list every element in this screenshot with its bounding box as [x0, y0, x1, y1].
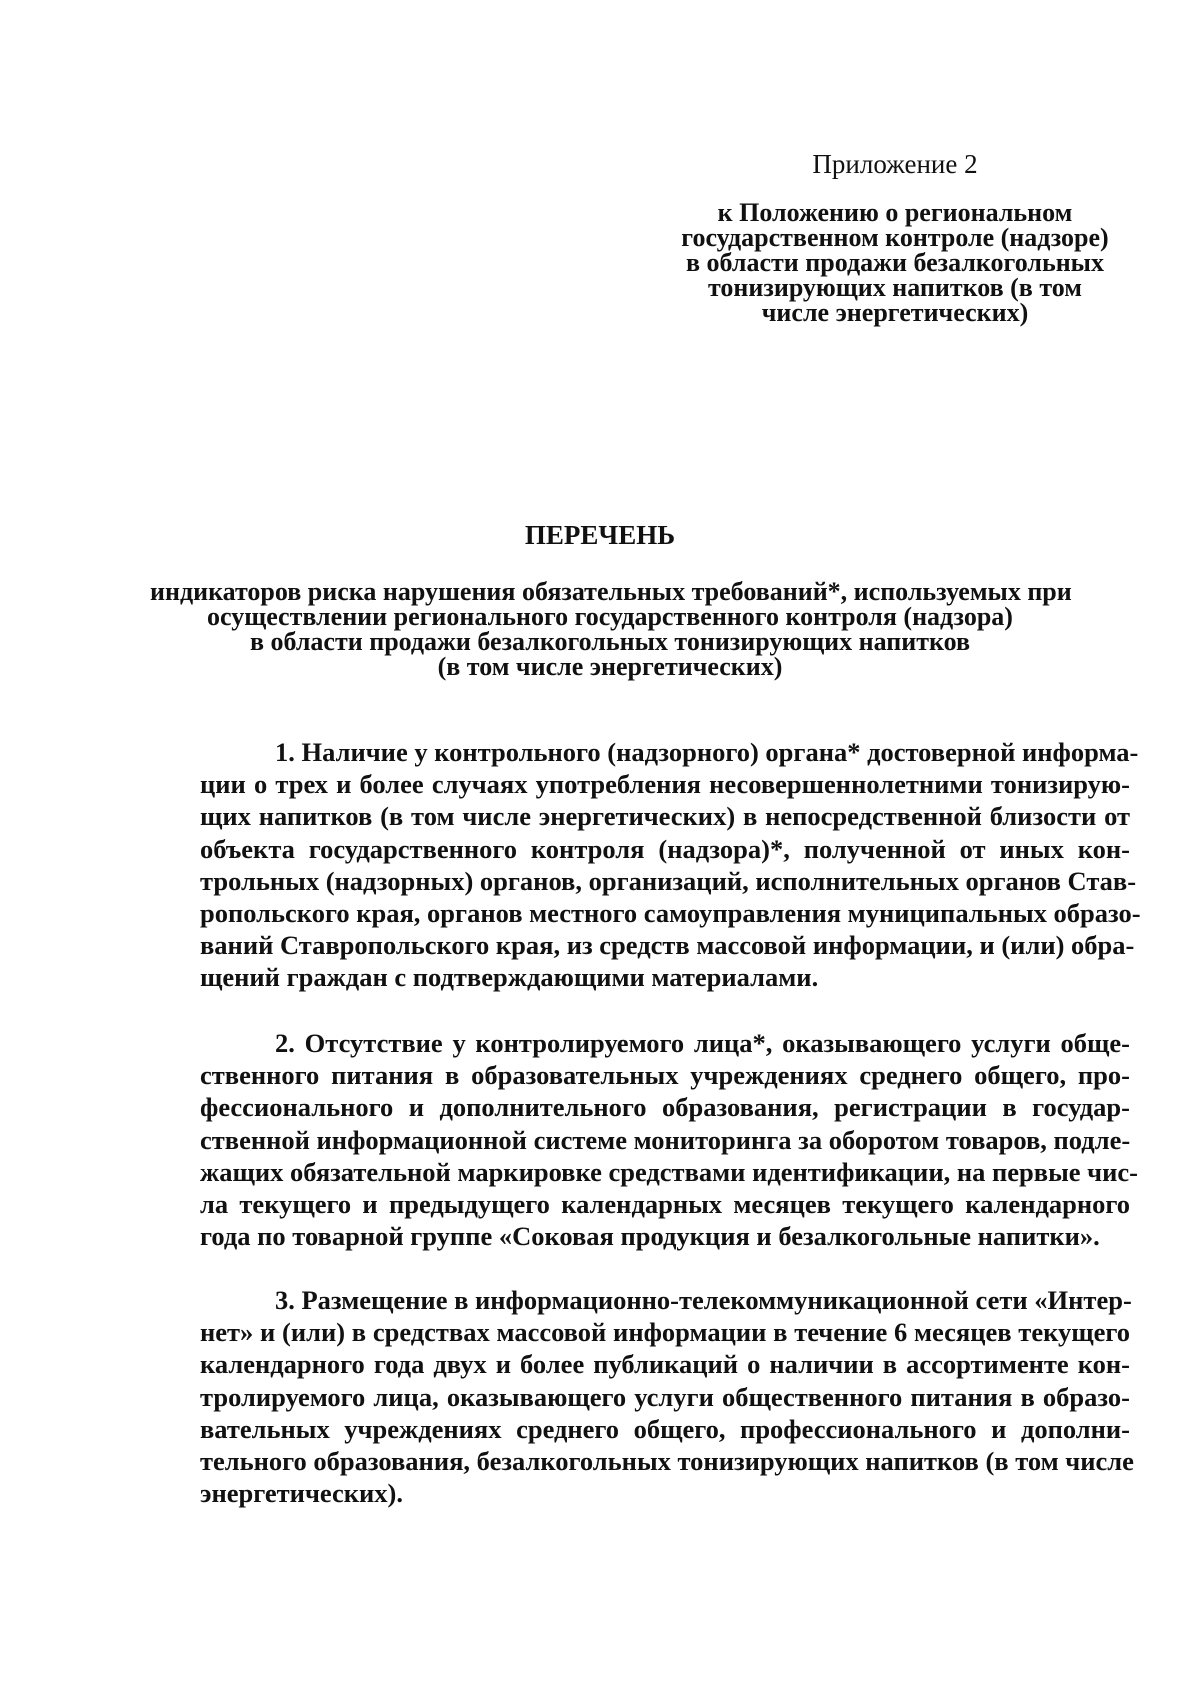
- subtitle-line: индикаторов риска нарушения обязательных требований*, используемых при: [150, 577, 1072, 606]
- paragraph-line: 3. Размещение в информационно-телекоммуникационной сети «Интер-: [275, 1285, 1132, 1315]
- appendix-reference: [660, 200, 1130, 325]
- appendix-reference-line: в области продажи безалкогольных: [686, 248, 1104, 277]
- paragraph-line: энергетических).: [200, 1478, 403, 1509]
- appendix-reference-line: числе энергетических): [761, 298, 1029, 327]
- appendix-reference-line: тонизирующих напитков (в том: [708, 273, 1082, 302]
- paragraph-line: тролируемого лица, оказывающего услуги общественного питания в образо-: [200, 1381, 1130, 1412]
- subtitle-line: осуществлении регионального государственного контроля (надзора): [207, 602, 1013, 631]
- subtitle-line: в области продажи безалкогольных тонизирующих напитков: [249, 627, 971, 656]
- paragraph-line: щих напитков (в том числе энергетических) в непосредственной близости от: [200, 801, 1130, 832]
- paragraph-line: календарного года двух и более публикаций о наличии в ассортименте кон-: [200, 1349, 1130, 1380]
- subtitle-line: (в том числе энергетических): [437, 652, 783, 681]
- paragraph-line: тельного образования, безалкогольных тонизирующих напитков (в том числе: [200, 1446, 1134, 1477]
- paragraph-line: объекта государственного контроля (надзора)*, полученной от иных кон-: [200, 833, 1130, 864]
- document-subtitle: [150, 579, 1070, 679]
- paragraph-line: ции о трех и более случаях употребления несовершеннолетними тонизирую-: [200, 769, 1130, 800]
- paragraph-line: года по товарной группе «Соковая продукция и безалкогольные напитки».: [200, 1221, 1100, 1252]
- paragraph-2: [200, 1027, 1138, 1252]
- paragraph-1: [200, 736, 1141, 994]
- paragraph-line: нет» и (или) в средствах массовой информации в течение 6 месяцев текущего: [200, 1317, 1130, 1348]
- paragraph-line: трольных (надзорных) органов, организаций, исполнительных органов Став-: [200, 865, 1137, 896]
- paragraph-line: ственной информационной системе мониторинга за оборотом товаров, подле-: [200, 1124, 1131, 1155]
- paragraph-line: жащих обязательной маркировке средствами идентификации, на первые чис-: [200, 1156, 1138, 1187]
- paragraph-line: 2. Отсутствие у контролируемого лица*, оказывающего услуги обще-: [275, 1028, 1130, 1058]
- paragraph-line: вательных учреждениях среднего общего, профессионального и дополни-: [200, 1413, 1130, 1444]
- paragraph-line: ственного питания в образовательных учреждениях среднего общего, про-: [200, 1060, 1130, 1091]
- paragraph-3: [200, 1284, 1134, 1509]
- paragraph-line: щений граждан с подтверждающими материалами.: [200, 962, 819, 993]
- paragraph-line: ваний Ставропольского края, из средств массовой информации, и (или) обра-: [200, 930, 1135, 961]
- paragraph-line: фессионального и дополнительного образования, регистрации в государ-: [200, 1092, 1130, 1123]
- appendix-reference-line: к Положению о региональном: [717, 198, 1073, 227]
- paragraph-line: ла текущего и предыдущего календарных месяцев текущего календарного: [200, 1189, 1130, 1220]
- appendix-number: Приложение 2: [812, 149, 978, 179]
- paragraph-line: ропольского края, органов местного самоуправления муниципальных образо-: [200, 898, 1141, 929]
- appendix-reference-line: государственном контроле (надзоре): [681, 223, 1109, 252]
- paragraph-line: 1. Наличие у контрольного (надзорного) органа* достоверной информа-: [275, 737, 1139, 767]
- document-title: ПЕРЕЧЕНЬ: [524, 520, 676, 550]
